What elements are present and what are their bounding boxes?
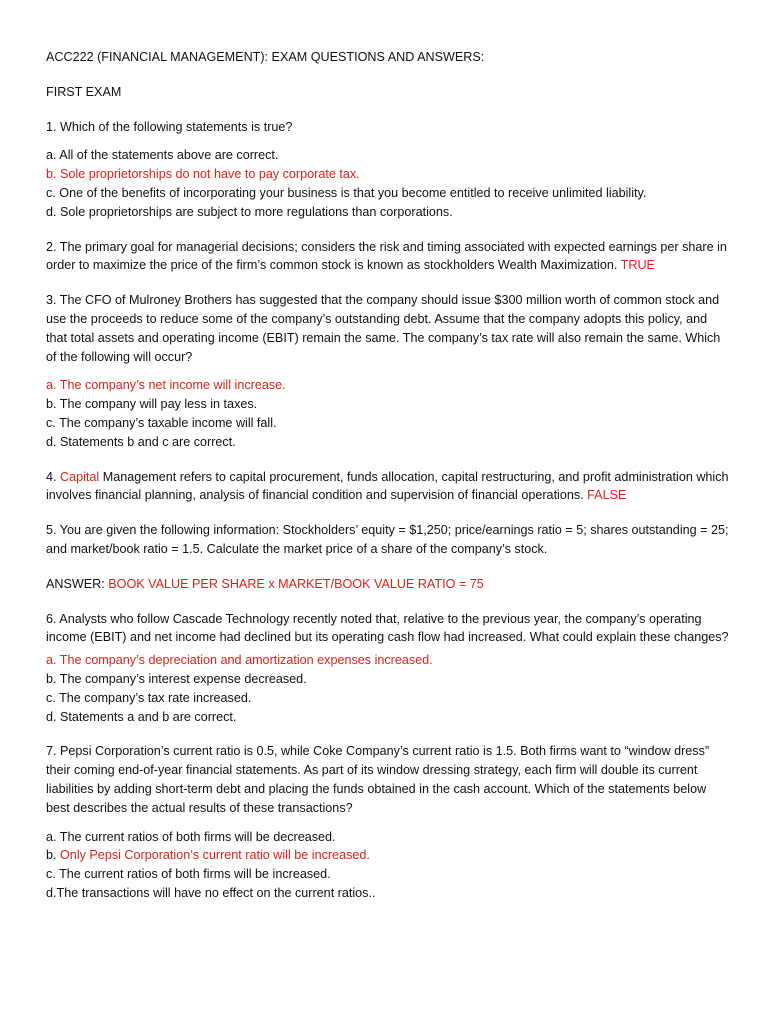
q6-option-d: d. Statements a and b are correct. [46, 709, 237, 724]
q5-answer-line [46, 575, 730, 594]
q1-option-d: d. Sole proprietorships are subject to more regulations than corporations. [46, 204, 453, 219]
q3-option-b: b. The company will pay less in taxes. [46, 397, 258, 412]
question-1-options [46, 146, 730, 221]
q1-option-a: a. All of the statements above are correct. [46, 148, 279, 163]
q2-text: 2. The primary goal for managerial decisions; considers the risk and timing associated with expected earnings per share in order to maximize the price of the firm’s common stock is known as stockholders Wealth Maximization. [46, 239, 727, 273]
question-2 [46, 238, 730, 276]
section-heading: FIRST EXAM [46, 84, 122, 99]
question-6: 6. Analysts who follow Cascade Technology recently noted that, relative to the previous year, the company’s operating income (EBIT) and net income had declined but its operating cash flow had increased. What could explain these changes? [46, 611, 729, 645]
q7-option-b-prefix: b. [46, 848, 61, 863]
q7-option-c: c. The current ratios of both firms will be increased. [46, 867, 331, 882]
question-3: 3. The CFO of Mulroney Brothers has suggested that the company should issue $300 million worth of common stock and use the proceeds to reduce some of the company’s outstanding debt. Assume that the company adopts this policy, and that total assets and operating income (EBIT) remain the same. The company’s tax rate will also remain the same. Which of the following will occur? [46, 293, 721, 364]
q3-option-a-answer: a. The company’s net income will increase. [46, 378, 286, 393]
q4-prefix: 4. [46, 469, 61, 484]
q7-option-b-line [46, 846, 730, 865]
document-page [46, 48, 730, 903]
document-title: ACC222 (FINANCIAL MANAGEMENT): EXAM QUESTIONS AND ANSWERS: [46, 50, 485, 64]
q6-option-b: b. The company’s interest expense decreased. [46, 671, 307, 686]
q6-option-c: c. The company’s tax rate increased. [46, 690, 252, 705]
q4-highlight: Capital [60, 469, 100, 484]
question-7-options [46, 828, 730, 903]
q3-option-c: c. The company’s taxable income will fall. [46, 415, 277, 430]
q4-answer: FALSE [587, 488, 627, 503]
q4-text: Management refers to capital procurement, funds allocation, capital restructuring, and profit administration which involves financial planning, analysis of financial condition and supervision of financial operations. [46, 469, 729, 503]
q5-answer: BOOK VALUE PER SHARE x MARKET/BOOK VALUE RATIO = 75 [108, 576, 484, 591]
q1-option-c: c. One of the benefits of incorporating your business is that you become entitled to receive unlimited liability. [46, 185, 647, 200]
q7-option-d: d.The transactions will have no effect on the current ratios.. [46, 885, 376, 900]
question-7: 7. Pepsi Corporation’s current ratio is 0.5, while Coke Company’s current ratio is 1.5. Both firms want to “window dress” their coming end-of-year financial statements. As part of its window dressing strategy, each firm will double its current liabilities by adding short-term debt and placing the funds obtained in the cash account. Which of the statements below best describes the actual results of these transactions? [46, 744, 710, 815]
q5-answer-label: ANSWER: [46, 576, 109, 591]
q1-option-b-answer: b. Sole proprietorships do not have to pay corporate tax. [46, 167, 360, 182]
q7-option-b-answer: Only Pepsi Corporation’s current ratio will be increased. [60, 848, 370, 863]
q3-option-d: d. Statements b and c are correct. [46, 434, 236, 449]
q2-answer: TRUE [620, 258, 655, 273]
question-3-options [46, 376, 730, 451]
question-5: 5. You are given the following information: Stockholders’ equity = $1,250; price/earnings ratio = 5; shares outstanding = 25; and market/book ratio = 1.5. Calculate the market price of a share of the company’s stock. [46, 523, 729, 556]
q6-option-a-answer: a. The company’s depreciation and amortization expenses increased. [46, 653, 433, 668]
question-4 [46, 468, 730, 506]
question-1: 1. Which of the following statements is true? [46, 119, 293, 134]
q7-option-a: a. The current ratios of both firms will be decreased. [46, 829, 336, 844]
question-6-options [46, 651, 730, 726]
